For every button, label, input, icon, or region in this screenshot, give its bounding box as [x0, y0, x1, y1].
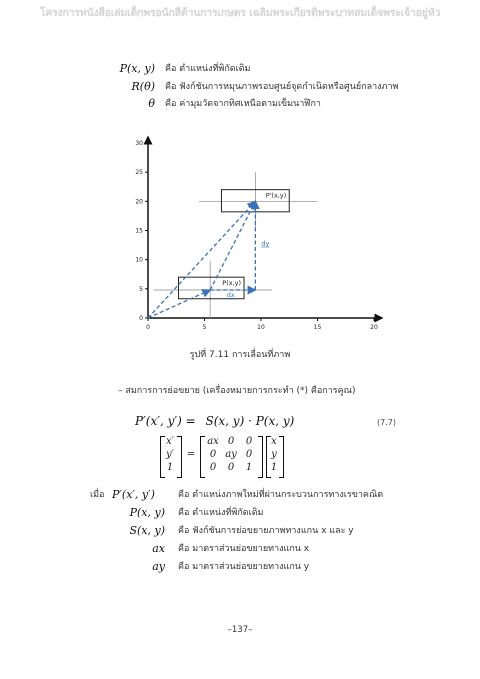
y-tick-label: 25: [135, 169, 143, 177]
definition-text: คือ มาตราส่วนย่อขยายทางแกน x: [178, 544, 310, 554]
equation-number: (7.7): [377, 418, 396, 427]
matrix-equation: [160, 436, 290, 478]
y-tick-label: 30: [135, 140, 143, 147]
definition-row: [90, 505, 450, 521]
definition-row: [110, 96, 430, 112]
definition-row: [90, 559, 450, 575]
definition-symbol: P′(x′, y′): [112, 488, 155, 501]
bracket-right: [177, 436, 182, 478]
bracket-right: [258, 436, 263, 478]
matrix-cell: 1: [270, 462, 278, 473]
y-tick-label: 5: [139, 285, 143, 293]
matrix-cell: 0: [245, 449, 253, 460]
definition-text: คือ มาตราส่วนย่อขยายทางแกน y: [178, 562, 310, 572]
equation-rhs: S(x, y) · P(x, y): [205, 414, 295, 428]
matrix-cell: 0: [227, 462, 235, 473]
y-tick-label: 20: [135, 198, 143, 206]
equals-sign: =: [186, 449, 196, 460]
definition-symbol: S(x, y): [129, 524, 165, 537]
definition-text: คือ ค่ามุมวัดจากทิศเหนือตามเข็มนาฬิกา: [165, 99, 321, 109]
definition-symbol: R(θ): [131, 80, 155, 93]
equation-lhs: P′(x′, y′) =: [135, 414, 196, 428]
translation-chart: [120, 135, 390, 335]
bullet-text: – สมการการย่อขยาย (เครื่องหมายการกระทำ (*) คือการคูณ): [118, 386, 356, 396]
matrix-cell: 1: [166, 462, 174, 473]
matrix-cell: y: [271, 449, 277, 460]
definition-symbol: ax: [152, 542, 165, 555]
definition-row: [90, 487, 450, 503]
definition-text: คือ ตำแหน่งที่พิกัดเดิม: [178, 508, 264, 518]
equation-main: [135, 414, 294, 428]
x-tick-label: 20: [370, 324, 378, 331]
image-box-label: P(x,y): [222, 279, 242, 288]
matrix-cell: 0: [245, 436, 253, 447]
translation-arrow: [148, 290, 210, 318]
matrix-cell: x′: [166, 436, 174, 447]
y-tick-label: 15: [135, 227, 143, 235]
y-tick-label: 0: [139, 315, 143, 322]
matrix-cell: 0: [209, 462, 217, 473]
definition-text: คือ ตำแหน่งที่พิกัดเดิม: [165, 64, 251, 74]
definition-prefix: เมื่อ: [90, 490, 105, 500]
translation-arrow: [148, 201, 255, 318]
definition-text: คือ ฟังก์ชันการย่อขยายภาพทางแกน x และ y: [178, 526, 354, 536]
header-watermark: โครงการหนังสือเล่มเด็กพรอนักสีด้านการเกษตร เฉลิมพระเกียรติพระบาทสมเด็จพระเจ้าอยู่หัว: [39, 7, 441, 19]
definition-symbol: P(x, y): [119, 62, 155, 75]
definition-symbol: ay: [152, 560, 165, 573]
figure-caption: รูปที่ 7.11 การเลื่อนที่ภาพ: [189, 350, 291, 360]
matrix-cell: 0: [227, 436, 235, 447]
definition-text: คือ ฟังก์ชันการหมุนภาพรอบศูนย์จุดกำเนิดหรือศูนย์กลางภาพ: [165, 82, 399, 92]
definition-row: [90, 523, 450, 539]
matrix-cell: 0: [209, 449, 217, 460]
definition-text: คือ ตำแหน่งภาพใหม่ที่ผ่านกระบวนการทางเรขาคณิต: [178, 490, 384, 500]
definition-row: [90, 541, 450, 557]
definition-symbol: θ: [148, 97, 155, 110]
x-tick-label: 10: [257, 324, 265, 331]
matrix-cell: ax: [207, 436, 219, 447]
page-number: –137–: [227, 625, 253, 635]
matrix-cell: y′: [166, 449, 174, 460]
x-tick-label: 0: [146, 324, 150, 331]
x-tick-label: 15: [313, 324, 322, 331]
arrow-label: dy: [261, 239, 270, 248]
arrow-label: dx: [226, 291, 235, 299]
bracket-right: [279, 436, 284, 478]
matrix-cell: ay: [225, 449, 237, 460]
matrix-cell: x: [271, 436, 277, 447]
definition-symbol: P(x, y): [129, 506, 165, 519]
y-tick-label: 10: [135, 256, 143, 264]
definition-row: [110, 61, 430, 77]
definition-row: [110, 79, 430, 95]
matrix-cell: 1: [245, 462, 253, 473]
x-tick-label: 5: [202, 324, 207, 331]
image-box-label: P'(x,y): [265, 191, 287, 200]
